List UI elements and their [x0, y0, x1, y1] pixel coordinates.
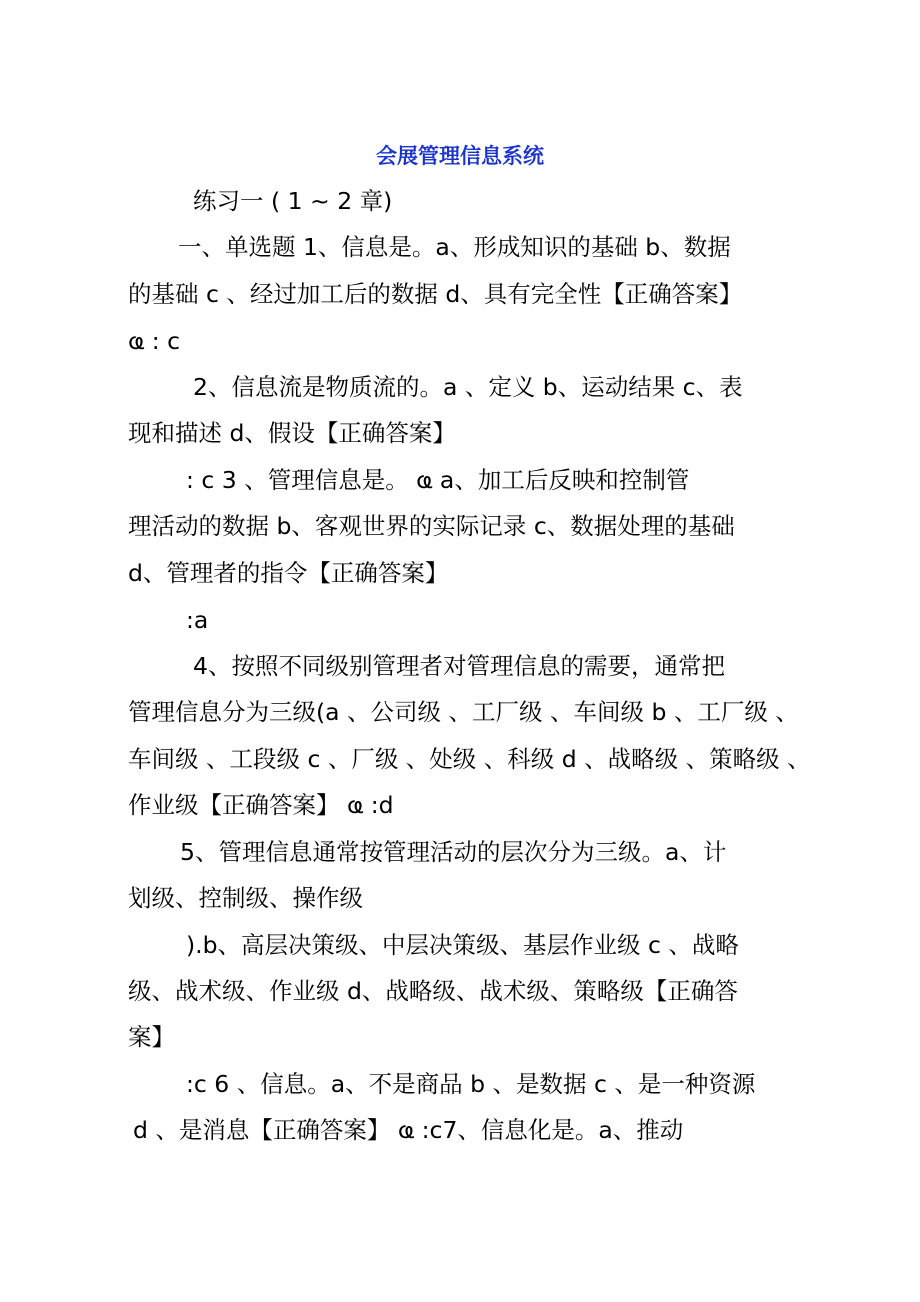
text-line: 管理信息分为三级(a 、公司级 、工厂级 、车间级 b 、工厂级 、	[128, 698, 799, 726]
text-line: 理活动的数据 b、客观世界的实际记录 c、数据处理的基础	[128, 512, 735, 540]
text-line: ҩ : c	[128, 327, 181, 355]
text-line: 的基础 c 、经过加工后的数据 d、具有完全性【正确答案】	[128, 280, 743, 308]
text-line: :c 6 、信息。a、不是商品 b 、是数据 c 、是一种资源	[186, 1070, 756, 1098]
text-line: 一、单选题 1、信息是。a、形成知识的基础 b、数据	[178, 233, 731, 261]
text-line: 级、战术级、作业级 d、战略级、战术级、策略级【正确答	[128, 977, 738, 1005]
text-line: : c 3 、管理信息是。 ҩ a、加工后反映和控制管	[186, 466, 690, 494]
text-line: 5、管理信息通常按管理活动的层次分为三级。a、计	[180, 838, 727, 866]
text-line: 作业级【正确答案】 ҩ :d	[128, 791, 394, 819]
document-title: 会展管理信息系统	[376, 144, 544, 168]
document-subtitle: 练习一 ( 1 ~ 2 章)	[193, 187, 393, 215]
text-line: 车间级 、工段级 c 、厂级 、处级 、科级 d 、战略级 、策略级 、	[128, 745, 811, 773]
text-line: 4、按照不同级别管理者对管理信息的需要，通常把	[193, 652, 725, 680]
text-line: d、管理者的指令【正确答案】	[128, 559, 449, 587]
text-line: 案】	[128, 1023, 175, 1051]
text-line: :a	[186, 606, 209, 634]
text-line: 划级、控制级、操作级	[128, 884, 363, 912]
text-line: 2、信息流是物质流的。a 、定义 b、运动结果 c、表	[193, 373, 743, 401]
text-line: ).b、高层决策级、中层决策级、基层作业级 c 、战略	[186, 931, 739, 959]
text-line: d 、是消息【正确答案】 ҩ :c7、信息化是。a、推动	[133, 1116, 684, 1144]
text-line: 现和描述 d、假设【正确答案】	[128, 419, 456, 447]
